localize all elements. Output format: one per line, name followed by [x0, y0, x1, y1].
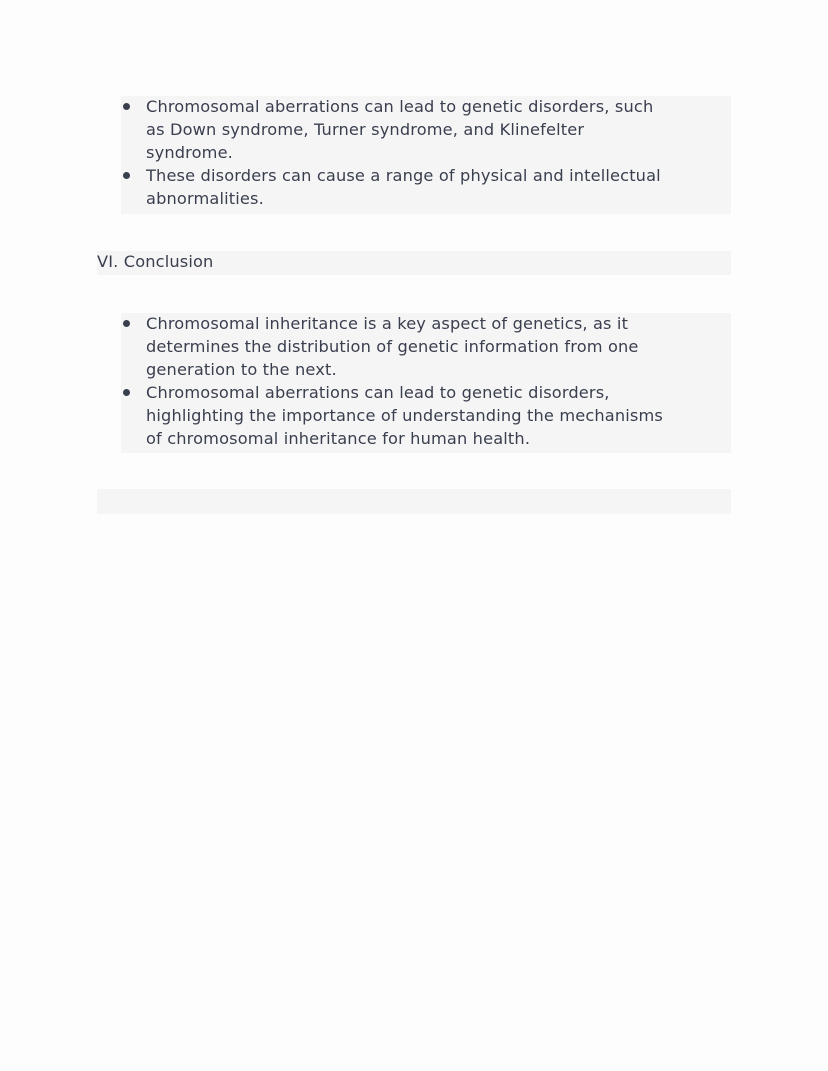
bullet-icon [123, 320, 130, 327]
list-item-line: Chromosomal inheritance is a key aspect of genetics, as it [146, 314, 629, 333]
list-item [121, 381, 731, 450]
list-item [121, 95, 731, 164]
list-item-line: Chromosomal aberrations can lead to genetic disorders, [146, 383, 610, 402]
section-heading: VI. Conclusion [97, 252, 214, 271]
empty-paragraph-block [97, 489, 731, 514]
conclusion-list-block [121, 313, 731, 453]
list-item-line: Chromosomal aberrations can lead to genetic disorders, such [146, 97, 654, 116]
list-item-line: of chromosomal inheritance for human health. [146, 429, 531, 448]
bullet-icon [123, 103, 130, 110]
list-item-line: generation to the next. [146, 360, 337, 379]
genetic-disorders-list-block [121, 96, 731, 214]
list-item-line: determines the distribution of genetic information from one [146, 337, 639, 356]
list-item-line: These disorders can cause a range of physical and intellectual [146, 166, 661, 185]
list-item [121, 164, 731, 210]
bullet-icon [123, 389, 130, 396]
list-item-line: as Down syndrome, Turner syndrome, and Klinefelter [146, 120, 585, 139]
list-item-line: highlighting the importance of understanding the mechanisms [146, 406, 664, 425]
list-item-line: abnormalities. [146, 189, 264, 208]
list-item [121, 312, 731, 381]
list-item-line: syndrome. [146, 143, 233, 162]
conclusion-heading-block [97, 251, 731, 275]
conclusion-list [121, 312, 731, 450]
genetic-disorders-list [121, 95, 731, 210]
bullet-icon [123, 172, 130, 179]
